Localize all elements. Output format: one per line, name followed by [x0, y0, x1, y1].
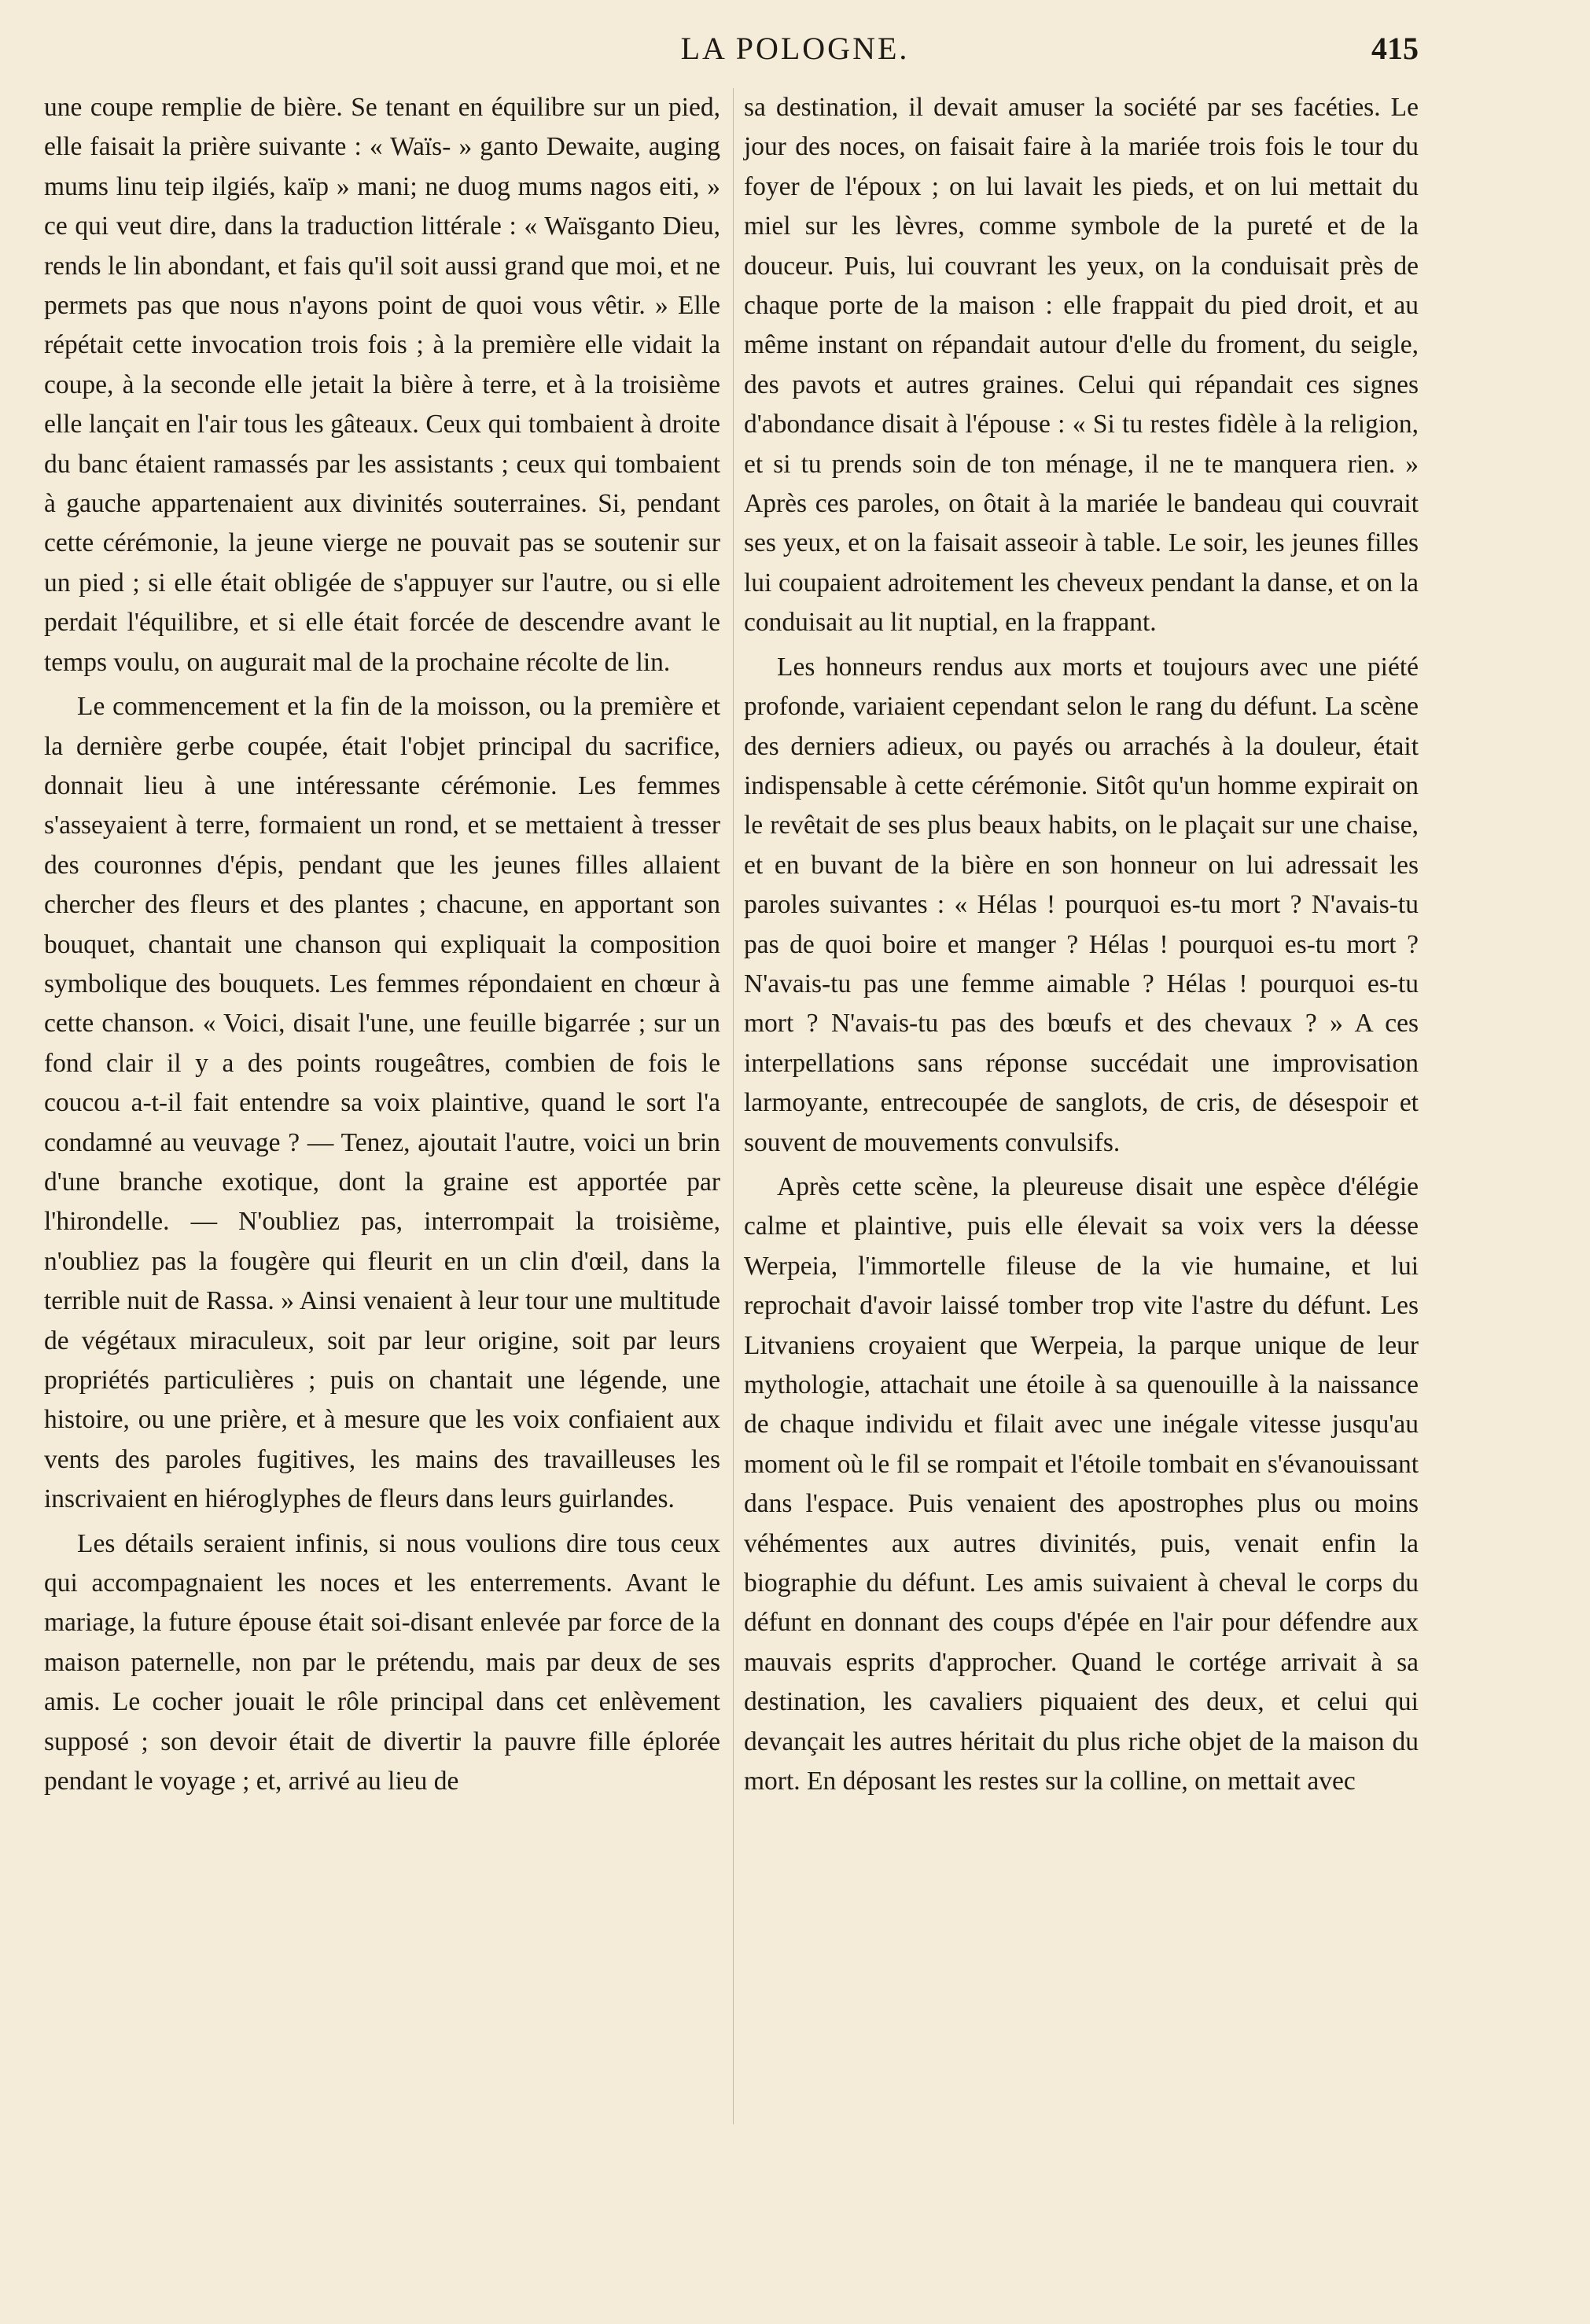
- column-divider: [733, 88, 734, 2124]
- paragraph: Après cette scène, la pleureuse disait une espèce d'élégie calme et plaintive, puis elle élevait sa voix vers la déesse Werpeia, l'immortelle fileuse de la vie humaine, et lui reprochait d'avoir laissé tomber trop vite l'astre du défunt. Les Litvaniens croyaient que Werpeia, la parque unique de leur mythologie, attachait une étoile à sa quenouille à la naissance de chaque individu et filait avec une inégale vitesse jusqu'au moment où le fil se rompait et l'étoile tombait en s'évanouissant dans l'espace. Puis venaient des apostrophes plus ou moins véhémentes aux autres divinités, puis, venait enfin la biographie du défunt. Les amis suivaient à cheval le corps du défunt en donnant des coups d'épée en l'air pour défendre aux mauvais esprits d'approcher. Quand le cortége arrivait à sa destination, les cavaliers piquaient des deux, et celui qui devançait les autres héritait du plus riche objet de la maison du mort. En déposant les restes sur la colline, on mettait avec: [744, 1171, 1419, 1796]
- running-title: LA POLOGNE.: [680, 31, 910, 66]
- left-column: [44, 88, 720, 1801]
- page-number: 415: [1371, 31, 1419, 66]
- paragraph: une coupe remplie de bière. Se tenant en équilibre sur un pied, elle faisait la prière suivante : « Waïs- » ganto Dewaite, auging mums linu teip ilgiés, kaïp » mani; ne duog mums nagos eiti, » ce qui veut dire, dans la traduction littérale : « Waïsganto Dieu, rends le lin abondant, et fais qu'il soit aussi grand que moi, et ne permets pas que nous n'ayons point de quoi vous vêtir. » Elle répétait cette invocation trois fois ; à la première elle vidait la coupe, à la seconde elle jetait la bière à terre, et à la troisième elle lançait en l'air tous les gâteaux. Ceux qui tombaient à droite du banc étaient ramassés par les assistants ; ceux qui tombaient à gauche appartenaient aux divinités souterraines. Si, pendant cette cérémonie, la jeune vierge ne pouvait pas se soutenir sur un pied ; si elle était obligée de s'appuyer sur l'autre, ou si elle perdait l'équilibre, et si elle était forcée de descendre avant le temps voulu, on augurait mal de la prochaine récolte de lin.: [44, 93, 720, 677]
- paragraph: sa destination, il devait amuser la société par ses facéties. Le jour des noces, on faisait faire à la mariée trois fois le tour du foyer de l'époux ; on lui lavait les pieds, et on lui mettait du miel sur les lèvres, comme symbole de la pureté et de la douceur. Puis, lui couvrant les yeux, on la conduisait près de chaque porte de la maison : elle frappait du pied droit, et au même instant on répandait autour d'elle du froment, du seigle, des pavots et autres graines. Celui qui répandait ces signes d'abondance disait à l'épouse : « Si tu restes fidèle à la religion, et si tu prends soin de ton ménage, il ne te manquera rien. » Après ces paroles, on ôtait à la mariée le bandeau qui couvrait ses yeux, et on la faisait asseoir à table. Le soir, les jeunes filles lui coupaient adroitement les cheveux pendant la danse, et on la conduisait au lit nuptial, en la frappant.: [744, 93, 1419, 638]
- running-head: [0, 30, 1590, 77]
- paragraph: Les honneurs rendus aux morts et toujours avec une piété profonde, variaient cependant selon le rang du défunt. La scène des derniers adieux, ou payés ou arrachés à la douleur, était indispensable à cette cérémonie. Sitôt qu'un homme expirait on le revêtait de ses plus beaux habits, on le plaçait sur une chaise, et en buvant de la bière en son honneur on lui adressait les paroles suivantes : « Hélas ! pourquoi es-tu mort ? N'avais-tu pas de quoi boire et manger ? Hélas ! pourquoi es-tu mort ? N'avais-tu pas une femme aimable ? Hélas ! pourquoi es-tu mort ? N'avais-tu pas des bœufs et des chevaux ? » A ces interpellations sans réponse succédait une improvisation larmoyante, entrecoupée de sanglots, de cris, de désespoir et souvent de mouvements convulsifs.: [744, 652, 1419, 1157]
- paragraph: Le commencement et la fin de la moisson, ou la première et la dernière gerbe coupée, était l'objet principal du sacrifice, donnait lieu à une intéressante cérémonie. Les femmes s'asseyaient à terre, formaient un rond, et se mettaient à tresser des couronnes d'épis, pendant que les jeunes filles allaient chercher des fleurs et des plantes ; chacune, en apportant son bouquet, chantait une chanson qui expliquait la composition symbolique des bouquets. Les femmes répondaient en chœur à cette chanson. « Voici, disait l'une, une feuille bigarrée ; sur un fond clair il y a des points rougeâtres, combien de fois le coucou a-t-il fait entendre sa voix plaintive, quand le sort l'a condamné au veuvage ? — Tenez, ajoutait l'autre, voici un brin d'une branche exotique, dont la graine est apportée par l'hirondelle. — N'oubliez pas, interrompait la troisième, n'oubliez pas la fougère qui fleurit en un clin d'œil, dans la terrible nuit de Rassa. » Ainsi venaient à leur tour une multitude de végétaux miraculeux, soit par leur origine, soit par leurs propriétés particulières ; puis on chantait une légende, une histoire, ou une prière, et à mesure que les voix confiaient aux vents des paroles fugitives, les mains des travailleuses les inscrivaient en hiéroglyphes de fleurs dans leurs guirlandes.: [44, 692, 720, 1514]
- right-column: [744, 88, 1419, 1801]
- paragraph: Les détails seraient infinis, si nous voulions dire tous ceux qui accompagnaient les noces et les enterrements. Avant le mariage, la future épouse était soi-disant enlevée par force de la maison paternelle, non par le prétendu, mais par deux de ses amis. Le cocher jouait le rôle principal dans cet enlèvement supposé ; son devoir était de divertir la pauvre fille éplorée pendant le voyage ; et, arrivé au lieu de: [44, 1528, 720, 1796]
